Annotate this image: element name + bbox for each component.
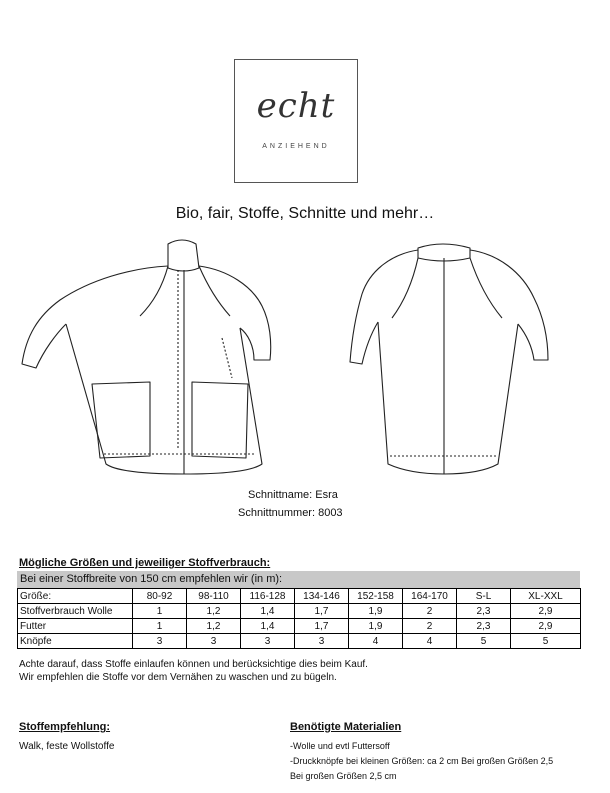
- coat-back-drawing: [350, 244, 548, 474]
- table-cell: 1: [133, 604, 187, 619]
- table-cell: 1,9: [349, 604, 403, 619]
- materials-item: -Druckknöpfe bei kleinen Größen: ca 2 cm Bei großen Größen 2,5: [290, 756, 554, 766]
- table-cell: 164-170: [403, 589, 457, 604]
- table-cell: 3: [133, 634, 187, 649]
- table-cell: 152-158: [349, 589, 403, 604]
- table-cell: 3: [241, 634, 295, 649]
- materials-heading: Benötigte Materialien: [290, 721, 402, 733]
- table-cell: 2: [403, 619, 457, 634]
- materials-item: Bei großen Größen 2,5 cm: [290, 771, 397, 781]
- shrink-note: Achte darauf, dass Stoffe einlaufen können und berücksichtige dies beim Kauf.: [19, 659, 368, 670]
- table-cell: 2,9: [511, 619, 581, 634]
- table-cell: Knöpfe: [18, 634, 133, 649]
- wash-note: Wir empfehlen die Stoffe vor dem Vernähen zu waschen und zu bügeln.: [19, 672, 337, 683]
- logo-script: echt: [256, 86, 336, 126]
- table-cell: 1,2: [187, 604, 241, 619]
- table-row: [18, 634, 581, 649]
- table-cell: 116-128: [241, 589, 295, 604]
- tagline: Bio, fair, Stoffe, Schnitte und mehr…: [175, 205, 435, 222]
- table-cell: 134-146: [295, 589, 349, 604]
- table-row: [18, 619, 581, 634]
- table-row: [18, 604, 581, 619]
- table-cell: Futter: [18, 619, 133, 634]
- logo-subtitle: ANZIEHEND: [262, 143, 330, 150]
- table-cell: S-L: [457, 589, 511, 604]
- coat-illustrations: [0, 236, 610, 486]
- table-cell: 2: [403, 604, 457, 619]
- table-cell: 1,7: [295, 604, 349, 619]
- table-cell: 1,2: [187, 619, 241, 634]
- table-cell: 2,3: [457, 604, 511, 619]
- table-cell: Stoffverbrauch Wolle: [18, 604, 133, 619]
- table-cell: 1: [133, 619, 187, 634]
- table-cell: 1,4: [241, 604, 295, 619]
- sizes-title: Mögliche Größen und jeweiliger Stoffverbrauch:: [19, 557, 271, 569]
- coat-front-drawing: [22, 240, 271, 474]
- table-cell: 98-110: [187, 589, 241, 604]
- table-cell: 5: [457, 634, 511, 649]
- table-cell: 1,4: [241, 619, 295, 634]
- logo: [234, 59, 358, 183]
- pattern-number: Schnittnummer: 8003: [238, 507, 343, 519]
- table-cell: Größe:: [18, 589, 133, 604]
- table-cell: 80-92: [133, 589, 187, 604]
- table-cell: 4: [403, 634, 457, 649]
- table-cell: 2,9: [511, 604, 581, 619]
- fabric-text: Walk, feste Wollstoffe: [19, 741, 115, 752]
- table-cell: XL-XXL: [511, 589, 581, 604]
- table-cell: 5: [511, 634, 581, 649]
- materials-item: -Wolle und evtl Futtersoff: [290, 741, 390, 751]
- size-table: [17, 588, 581, 649]
- table-cell: 4: [349, 634, 403, 649]
- table-cell: 3: [295, 634, 349, 649]
- table-cell: 1,7: [295, 619, 349, 634]
- fabric-width-note: Bei einer Stoffbreite von 150 cm empfehlen wir (in m):: [17, 571, 580, 588]
- table-header-row: [18, 589, 581, 604]
- table-cell: 3: [187, 634, 241, 649]
- table-cell: 1,9: [349, 619, 403, 634]
- fabric-heading: Stoffempfehlung:: [19, 721, 111, 733]
- pattern-name: Schnittname: Esra: [248, 489, 338, 501]
- table-cell: 2,3: [457, 619, 511, 634]
